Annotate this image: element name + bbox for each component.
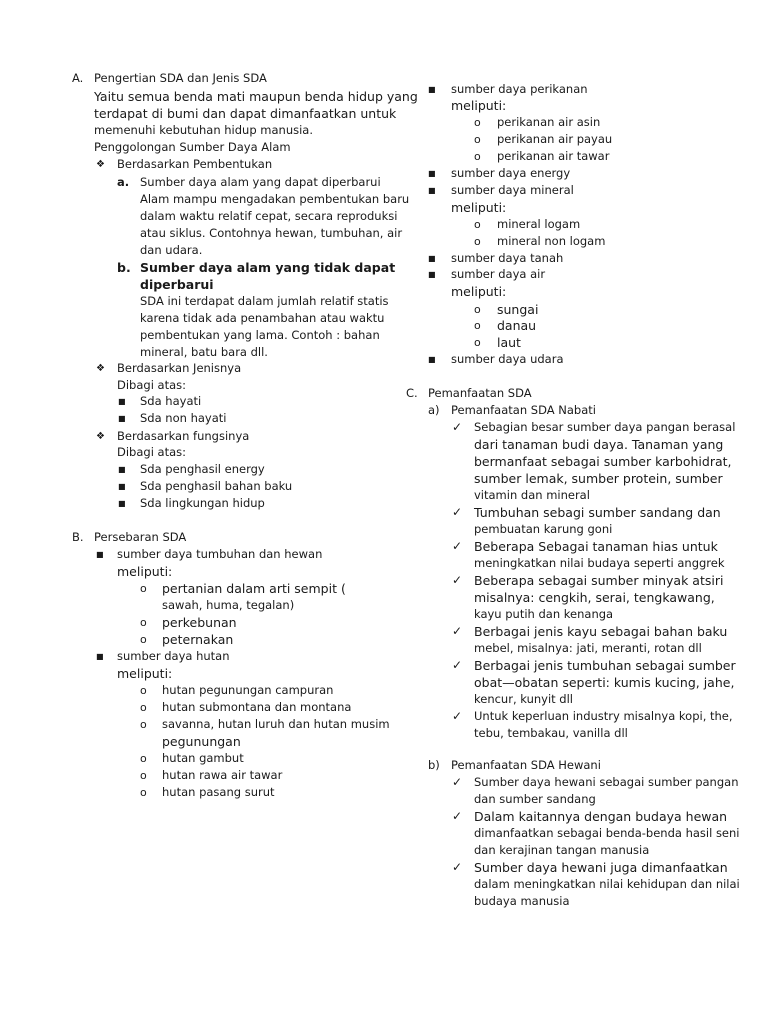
sda-b-line-4: mineral, batu bara dll. <box>140 345 268 359</box>
fungsinya-item: Sda penghasil bahan baku <box>140 479 293 493</box>
mineral-meliputi: meliputi: <box>451 200 507 215</box>
nabati-line: kencur, kunyit dll <box>474 692 574 706</box>
sda-b-marker: b. <box>117 260 131 275</box>
checkmark-icon: ✓ <box>452 709 463 723</box>
air-item: danau <box>497 318 537 333</box>
nabati-marker: a) <box>428 403 440 417</box>
section-a-intro-line-1: Yaitu semua benda mati maupun benda hidup yang <box>94 89 418 104</box>
fungsinya-item: Sda penghasil energy <box>140 462 265 476</box>
circle-bullet-icon: o <box>474 116 481 129</box>
square-bullet-icon: ■ <box>428 186 436 195</box>
checkmark-icon: ✓ <box>452 624 463 638</box>
hewani-marker: b) <box>428 758 440 772</box>
square-bullet-icon: ■ <box>428 270 436 279</box>
tumbuhan-meliputi: meliputi: <box>117 564 173 579</box>
checkmark-icon: ✓ <box>452 658 463 672</box>
circle-bullet-icon: o <box>474 150 481 163</box>
sda-a-line-4: dan udara. <box>140 243 203 257</box>
circle-bullet-icon: o <box>140 616 147 629</box>
hewani-line: Dalam kaitannya dengan budaya hewan <box>474 809 728 824</box>
air-item: sungai <box>497 302 539 317</box>
hutan-item: hutan rawa air tawar <box>162 768 283 782</box>
mineral-label: sumber daya mineral <box>451 183 574 197</box>
hewani-line: dalam meningkatkan nilai kehidupan dan nilai <box>474 877 740 891</box>
sda-a-line-2: dalam waktu relatif cepat, secara reproduksi <box>140 209 398 223</box>
hewani-line: Sumber daya hewani juga dimanfaatkan <box>474 860 728 875</box>
hutan-label: sumber daya hutan <box>117 649 230 663</box>
nabati-title: Pemanfaatan SDA Nabati <box>451 403 596 417</box>
checkmark-icon: ✓ <box>452 809 463 823</box>
perikanan-item: perikanan air payau <box>497 132 613 146</box>
circle-bullet-icon: o <box>140 786 147 799</box>
nabati-line: Beberapa Sebagai tanaman hias untuk <box>474 539 718 554</box>
hutan-item: savanna, hutan luruh dan hutan musim <box>162 717 390 731</box>
perikanan-label: sumber daya perikanan <box>451 82 588 96</box>
hutan-item: hutan pasang surut <box>162 785 275 799</box>
udara-label: sumber daya udara <box>451 352 564 366</box>
tanah-label: sumber daya tanah <box>451 251 564 265</box>
checkmark-icon: ✓ <box>452 505 463 519</box>
square-bullet-icon: ■ <box>428 85 436 94</box>
hutan-item: hutan gambut <box>162 751 244 765</box>
tumbuhan-item: peternakan <box>162 632 234 647</box>
sda-b-line-3: pembentukan yang lama. Contoh : bahan <box>140 328 380 342</box>
tumbuhan-item: pertanian dalam arti sempit ( <box>162 581 346 596</box>
air-meliputi: meliputi: <box>451 284 507 299</box>
checkmark-icon: ✓ <box>452 860 463 874</box>
nabati-line: dari tanaman budi daya. Tanaman yang <box>474 437 724 452</box>
fungsinya-label: Berdasarkan fungsinya <box>117 429 250 443</box>
circle-bullet-icon: o <box>140 582 147 595</box>
section-b-marker: B. <box>72 530 84 544</box>
perikanan-meliputi: meliputi: <box>451 98 507 113</box>
diamond-bullet-icon: ❖ <box>96 363 105 374</box>
checkmark-icon: ✓ <box>452 539 463 553</box>
sda-b-line-1: SDA ini terdapat dalam jumlah relatif statis <box>140 294 389 308</box>
sda-a-marker: a. <box>117 175 130 189</box>
hewani-line: Sumber daya hewani sebagai sumber pangan <box>474 775 739 789</box>
jenisnya-item: Sda hayati <box>140 394 202 408</box>
nabati-line: Beberapa sebagai sumber minyak atsiri <box>474 573 724 588</box>
perikanan-item: perikanan air asin <box>497 115 601 129</box>
fungsinya-item: Sda lingkungan hidup <box>140 496 265 510</box>
square-bullet-icon: ■ <box>118 397 126 406</box>
circle-bullet-icon: o <box>474 336 481 349</box>
circle-bullet-icon: o <box>140 701 147 714</box>
hewani-line: dimanfaatkan sebagai benda-benda hasil seni <box>474 826 740 840</box>
nabati-line: Tumbuhan sebagi sumber sandang dan <box>474 505 721 520</box>
square-bullet-icon: ■ <box>428 355 436 364</box>
tumbuhan-label: sumber daya tumbuhan dan hewan <box>117 547 323 561</box>
fungsinya-sub: Dibagi atas: <box>117 445 187 459</box>
sda-a-line-3: atau siklus. Contohnya hewan, tumbuhan, air <box>140 226 403 240</box>
section-a-marker: A. <box>72 71 84 85</box>
nabati-line: obat—obatan seperti: kumis kucing, jahe, <box>474 675 735 690</box>
circle-bullet-icon: o <box>140 633 147 646</box>
hutan-item: hutan submontana dan montana <box>162 700 352 714</box>
section-a-intro-line-2: terdapat di bumi dan dapat dimanfaatkan untuk <box>94 106 397 121</box>
air-item: laut <box>497 335 521 350</box>
square-bullet-icon: ■ <box>96 652 104 661</box>
hutan-item: hutan pegunungan campuran <box>162 683 334 697</box>
penggolongan-title: Penggolongan Sumber Daya Alam <box>94 140 291 154</box>
square-bullet-icon: ■ <box>118 499 126 508</box>
nabati-line: pembuatan karung goni <box>474 522 613 536</box>
sda-a-title: Sumber daya alam yang dapat diperbarui <box>140 175 381 189</box>
hewani-line: dan kerajinan tangan manusia <box>474 843 650 857</box>
nabati-line: tebu, tembakau, vanilla dll <box>474 726 628 740</box>
nabati-line: misalnya: cengkih, serai, tengkawang, <box>474 590 715 605</box>
nabati-line: bermanfaat sebagai sumber karbohidrat, <box>474 454 732 469</box>
square-bullet-icon: ■ <box>118 482 126 491</box>
hewani-title: Pemanfaatan SDA Hewani <box>451 758 601 772</box>
mineral-item: mineral non logam <box>497 234 606 248</box>
hutan-meliputi: meliputi: <box>117 666 173 681</box>
diamond-bullet-icon: ❖ <box>96 431 105 442</box>
square-bullet-icon: ■ <box>118 465 126 474</box>
circle-bullet-icon: o <box>140 684 147 697</box>
jenisnya-label: Berdasarkan Jenisnya <box>117 361 242 375</box>
hewani-line: budaya manusia <box>474 894 570 908</box>
mineral-item: mineral logam <box>497 217 581 231</box>
section-a-intro-line-3: memenuhi kebutuhan hidup manusia. <box>94 123 314 137</box>
circle-bullet-icon: o <box>140 752 147 765</box>
pembentukan-label: Berdasarkan Pembentukan <box>117 157 273 171</box>
air-label: sumber daya air <box>451 267 546 281</box>
section-c-marker: C. <box>406 386 418 400</box>
nabati-line: meningkatkan nilai budaya seperti anggrek <box>474 556 725 570</box>
circle-bullet-icon: o <box>474 133 481 146</box>
checkmark-icon: ✓ <box>452 573 463 587</box>
tumbuhan-item: perkebunan <box>162 615 237 630</box>
jenisnya-sub: Dibagi atas: <box>117 378 187 392</box>
sda-b-title-line-2: diperbarui <box>140 277 214 292</box>
sda-a-line-1: Alam mampu mengadakan pembentukan baru <box>140 192 410 206</box>
square-bullet-icon: ■ <box>118 414 126 423</box>
nabati-line: Untuk keperluan industry misalnya kopi, the, <box>474 709 733 723</box>
section-c-title: Pemanfaatan SDA <box>428 386 532 400</box>
sda-b-line-2: karena tidak ada penambahan atau waktu <box>140 311 385 325</box>
circle-bullet-icon: o <box>474 218 481 231</box>
circle-bullet-icon: o <box>140 769 147 782</box>
section-b-title: Persebaran SDA <box>94 530 187 544</box>
circle-bullet-icon: o <box>474 319 481 332</box>
hutan-item-cont: pegunungan <box>162 734 241 749</box>
nabati-line: mebel, misalnya: jati, meranti, rotan dll <box>474 641 702 655</box>
nabati-line: Berbagai jenis tumbuhan sebagai sumber <box>474 658 736 673</box>
nabati-line: kayu putih dan kenanga <box>474 607 614 621</box>
square-bullet-icon: ■ <box>96 550 104 559</box>
circle-bullet-icon: o <box>474 235 481 248</box>
tumbuhan-item-cont: sawah, huma, tegalan) <box>162 598 295 612</box>
circle-bullet-icon: o <box>474 303 481 316</box>
square-bullet-icon: ■ <box>428 254 436 263</box>
jenisnya-item: Sda non hayati <box>140 411 227 425</box>
section-a-title: Pengertian SDA dan Jenis SDA <box>94 71 267 85</box>
checkmark-icon: ✓ <box>452 420 463 434</box>
circle-bullet-icon: o <box>140 718 147 731</box>
nabati-line: vitamin dan mineral <box>474 488 590 502</box>
energy-label: sumber daya energy <box>451 166 571 180</box>
diamond-bullet-icon: ❖ <box>96 159 105 170</box>
nabati-line: Sebagian besar sumber daya pangan berasal <box>474 420 736 434</box>
nabati-line: sumber lemak, sumber protein, sumber <box>474 471 723 486</box>
square-bullet-icon: ■ <box>428 169 436 178</box>
perikanan-item: perikanan air tawar <box>497 149 610 163</box>
nabati-line: Berbagai jenis kayu sebagai bahan baku <box>474 624 728 639</box>
checkmark-icon: ✓ <box>452 775 463 789</box>
sda-b-title-line-1: Sumber daya alam yang tidak dapat <box>140 260 396 275</box>
hewani-line: dan sumber sandang <box>474 792 596 806</box>
